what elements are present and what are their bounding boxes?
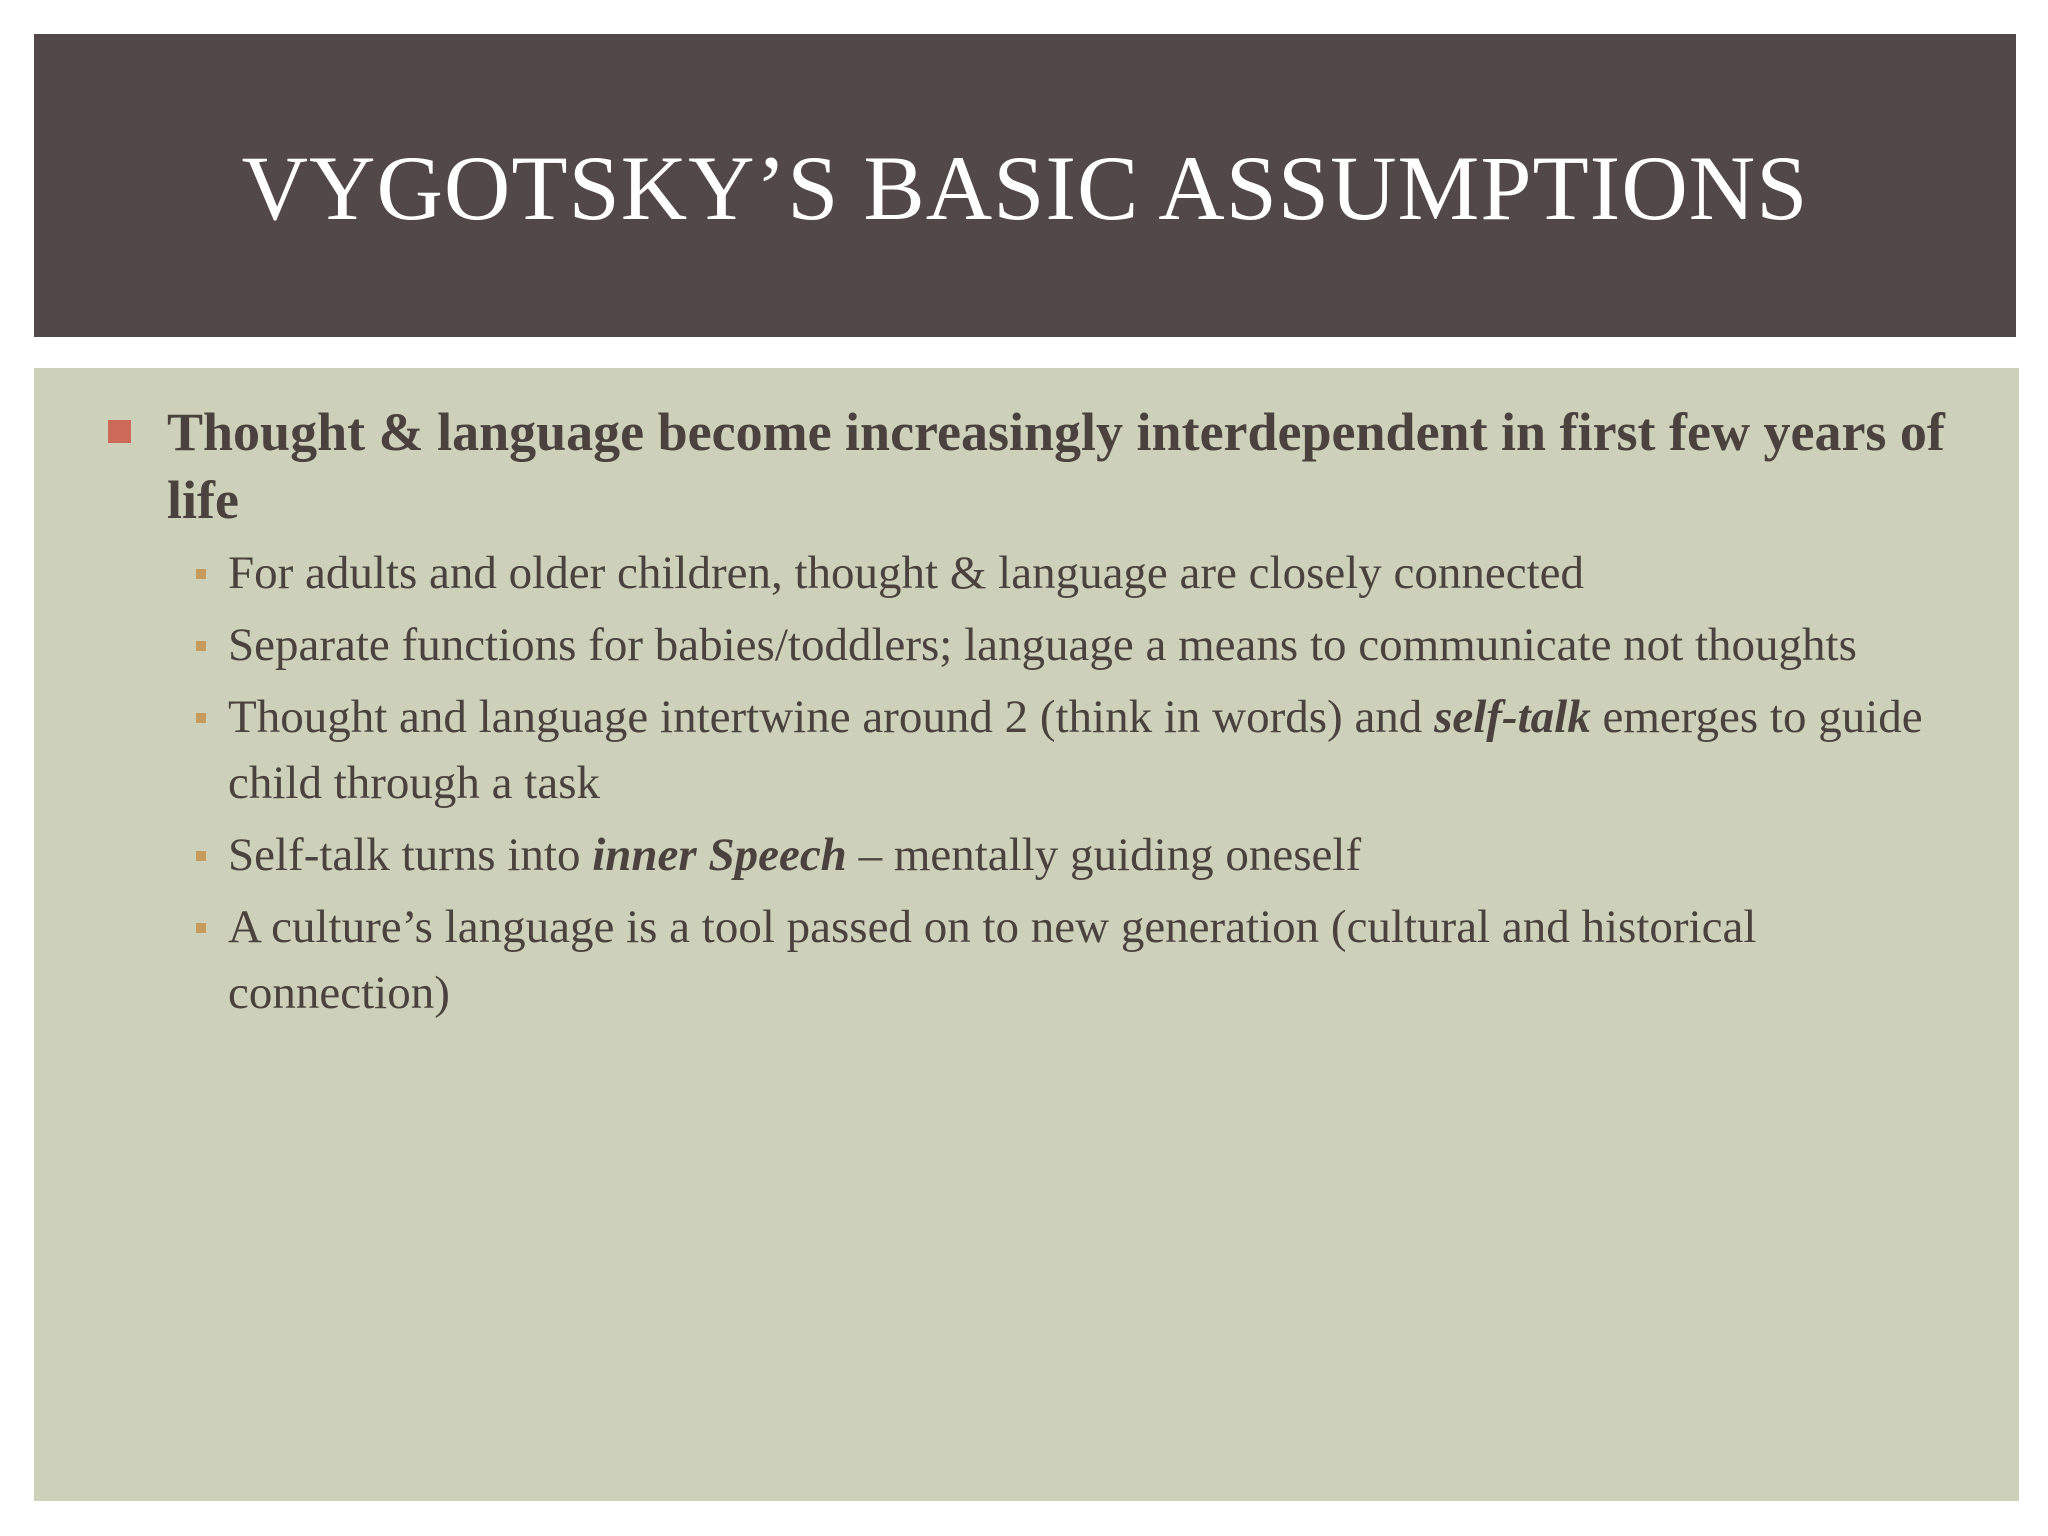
sub-bullet-text: For adults and older children, thought & language are closely connected <box>228 547 1585 599</box>
small-square-bullet-icon <box>196 569 206 579</box>
sub-bullet <box>34 684 2019 816</box>
emphasized-term: inner Speech <box>592 829 847 881</box>
sub-bullet-text: A culture’s language is a tool passed on to new generation (cultural and historical connection) <box>228 901 1757 1019</box>
sub-bullet <box>34 894 2019 1026</box>
sub-bullet-text-continued: emerges to guide child through a task <box>228 691 1923 809</box>
small-square-bullet-icon <box>196 851 206 861</box>
square-bullet-icon <box>108 420 131 443</box>
title-banner <box>34 34 2016 337</box>
sub-bullet-list <box>34 540 2019 1032</box>
sub-bullet <box>34 822 2019 888</box>
small-square-bullet-icon <box>196 641 206 651</box>
sub-bullet-text: Self-talk turns into <box>228 829 593 881</box>
slide-title: VYGOTSKY’S BASIC ASSUMPTIONS <box>241 136 1809 239</box>
sub-bullet <box>34 540 2019 606</box>
small-square-bullet-icon <box>196 713 206 723</box>
sub-bullet <box>34 612 2019 678</box>
sub-bullet-text: Thought and language intertwine around 2 (think in words) and <box>228 691 1435 743</box>
small-square-bullet-icon <box>196 923 206 933</box>
main-bullet-text: Thought & language become increasingly interdependent in first few years of life <box>167 402 1945 530</box>
sub-bullet-text-continued: – mentally guiding oneself <box>846 829 1362 881</box>
content-panel <box>34 368 2019 1501</box>
emphasized-term: self-talk <box>1434 691 1591 743</box>
sub-bullet-text: Separate functions for babies/toddlers; language a means to communicate not thoughts <box>228 619 1857 671</box>
